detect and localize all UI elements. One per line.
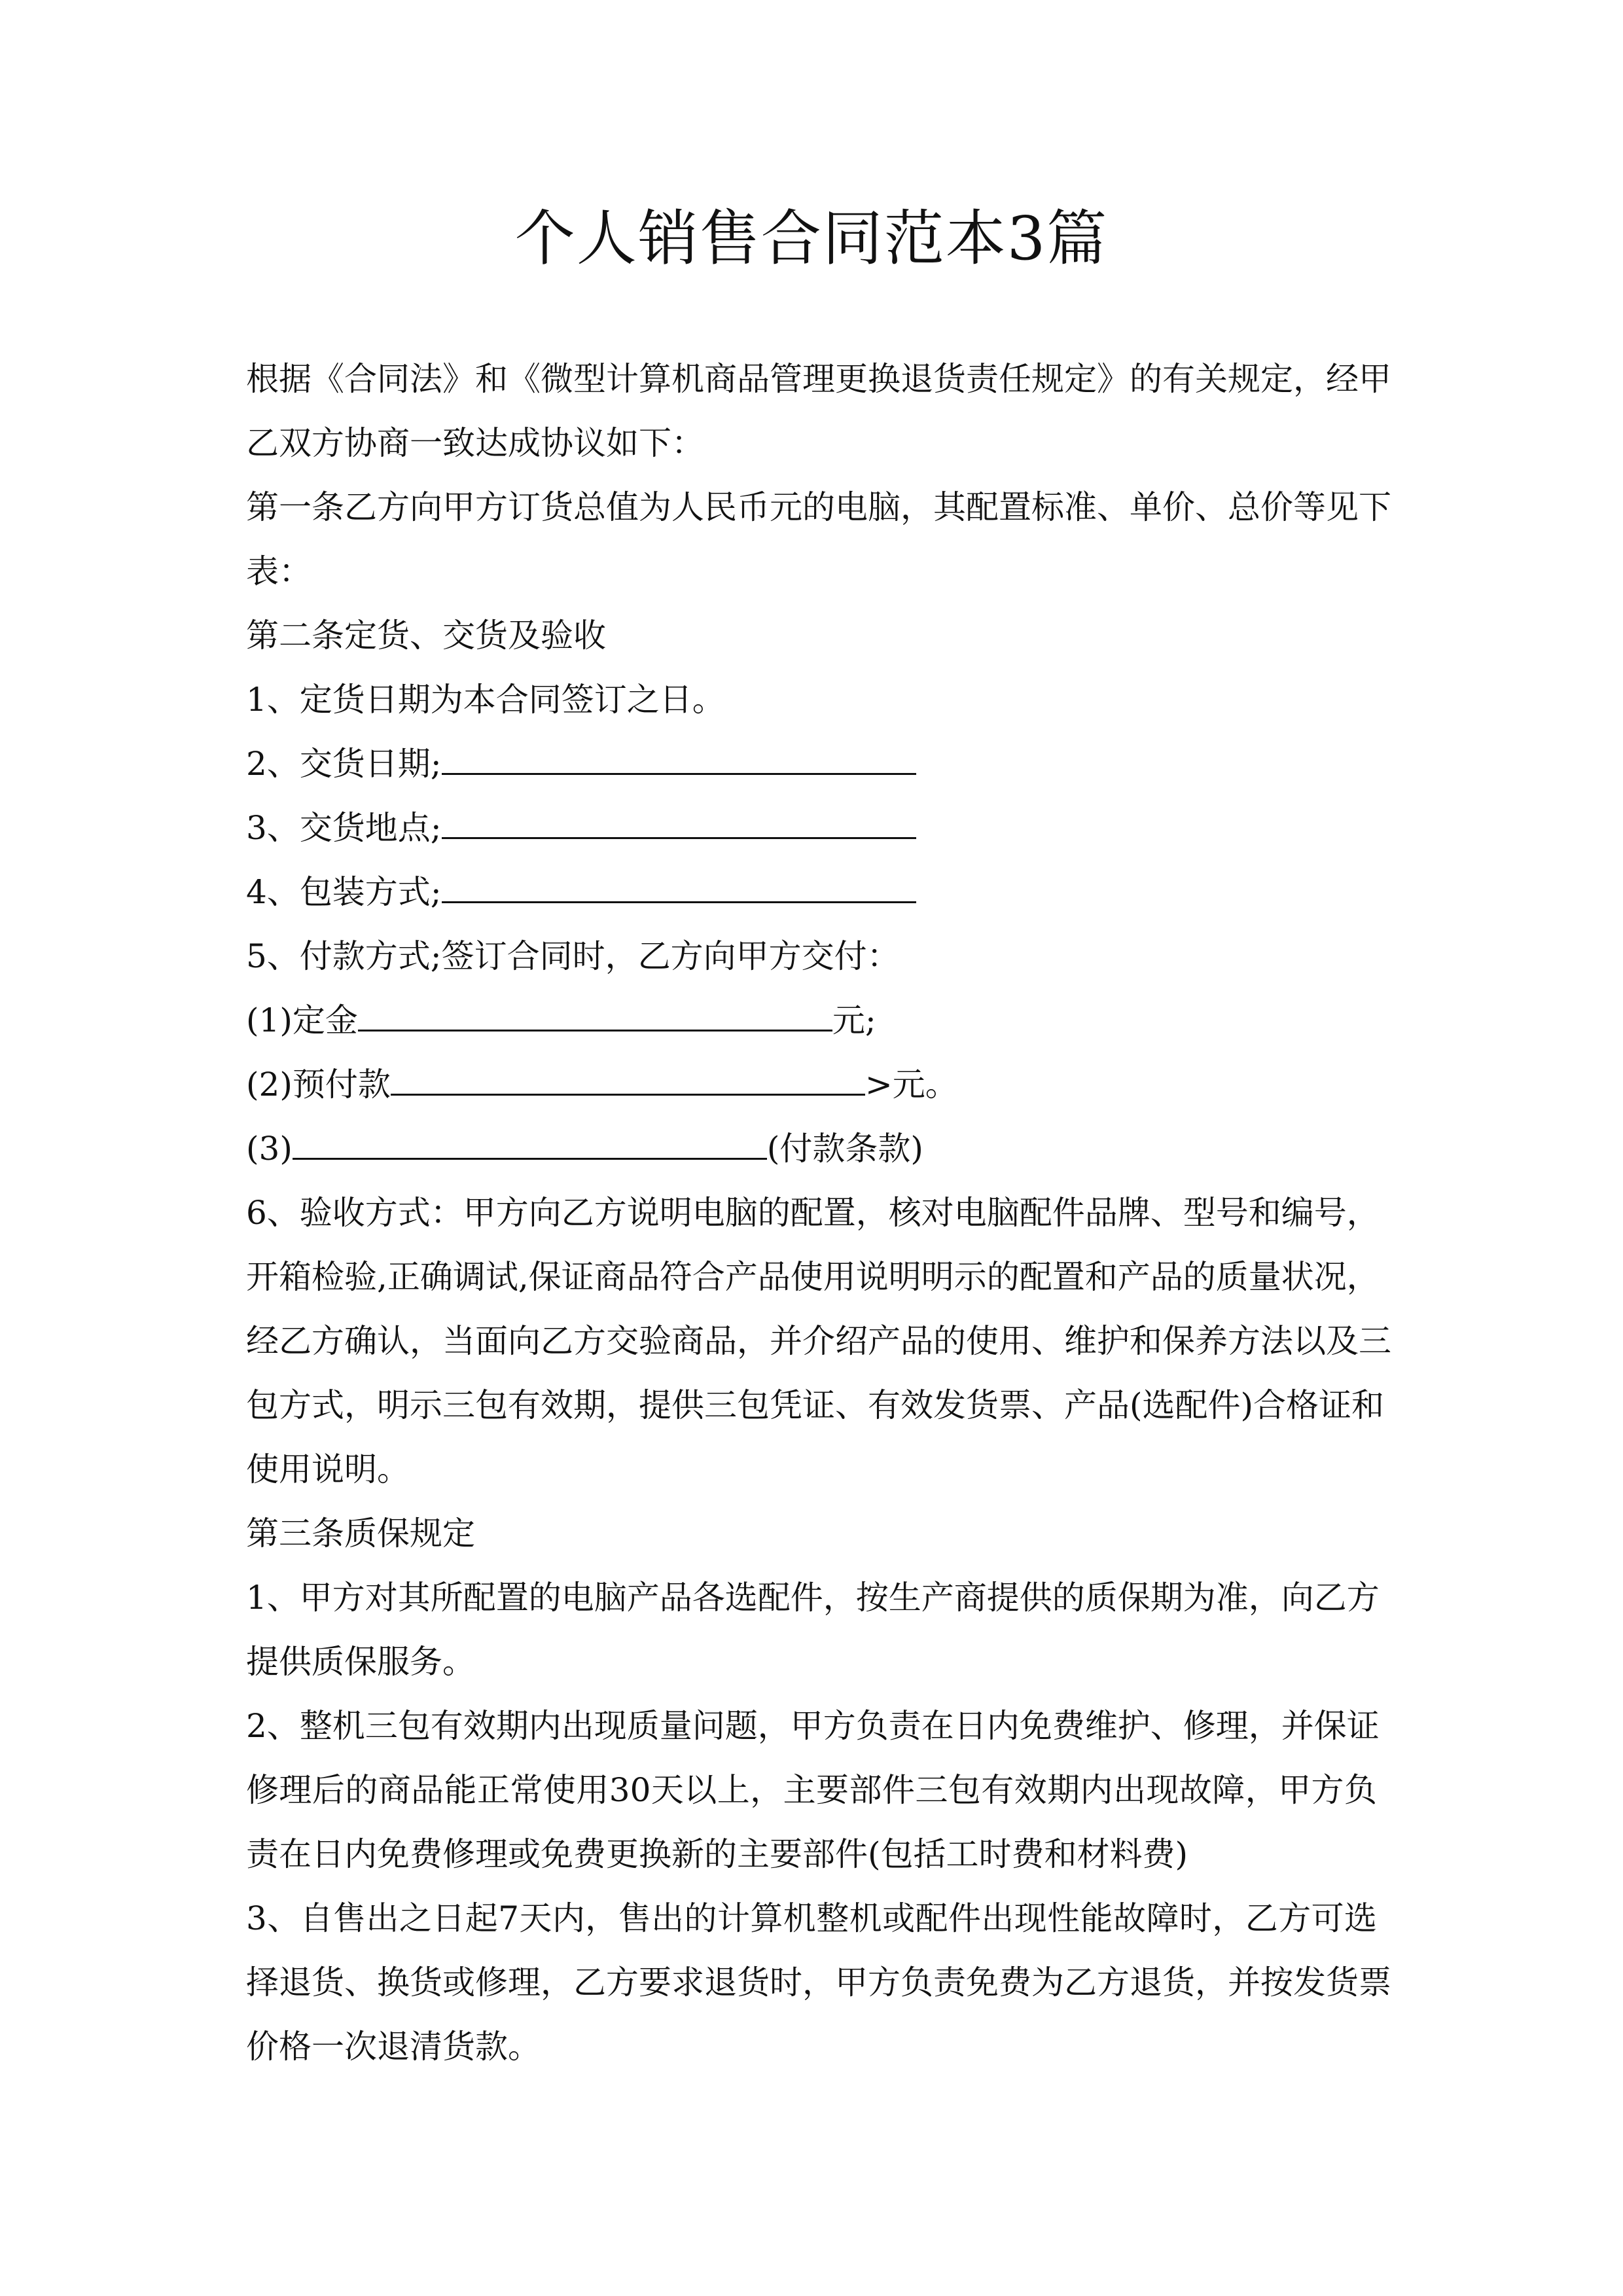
packaging-label: 4、包装方式; <box>246 873 442 911</box>
paragraph-line: 使用说明。 <box>246 1450 410 1488</box>
terms-label: (3) <box>246 1130 293 1168</box>
paragraph-line: 3、自售出之日起7天内，售出的计算机整机或配件出现性能故障时，乙方可选 <box>246 1899 1377 1937</box>
paragraph-line: 2、整机三包有效期内出现质量问题，甲方负责在日内免费维护、修理，并保证 <box>246 1707 1380 1745</box>
paragraph-line: 开箱检验,正确调试,保证商品符合产品使用说明明示的配置和产品的质量状况， <box>246 1258 1380 1296</box>
paragraph-line: 根据《合同法》和《微型计算机商品管理更换退货责任规定》的有关规定，经甲 <box>246 360 1391 398</box>
paragraph-line: 第一条乙方向甲方订货总值为人民币元的电脑，其配置标准、单价、总价等见下 <box>246 488 1391 526</box>
delivery-date-label: 2、交货日期; <box>246 745 442 783</box>
deposit-unit: 元; <box>832 1001 876 1039</box>
packaging-line <box>246 860 1377 924</box>
prepay-blank <box>391 1057 865 1096</box>
terms-suffix: (付款条款) <box>766 1130 923 1168</box>
paragraph-line: 价格一次退清货款。 <box>246 2028 541 2066</box>
paragraph-line: 乙双方协商一致达成协议如下： <box>246 424 704 462</box>
terms-line <box>246 1117 1377 1181</box>
deposit-label: (1)定金 <box>246 1001 358 1039</box>
paragraph-line: 择退货、换货或修理，乙方要求退货时，甲方负责免费为乙方退货，并按发货票 <box>246 1964 1391 2001</box>
deposit-blank <box>358 993 832 1031</box>
prepay-unit: >元。 <box>865 1066 958 1103</box>
packaging-blank <box>442 865 916 903</box>
paragraph-line: 提供质保服务。 <box>246 1643 475 1681</box>
paragraph-line: 经乙方确认，当面向乙方交验商品，并介绍产品的使用、维护和保养方法以及三 <box>246 1322 1391 1360</box>
section-heading: 第三条质保规定 <box>246 1515 475 1552</box>
delivery-date-blank <box>442 736 916 775</box>
page-title: 个人销售合同范本3篇 <box>514 204 1109 274</box>
section-heading: 第二条定货、交货及验收 <box>246 617 606 655</box>
contract-body <box>246 347 1391 2079</box>
deposit-line <box>246 988 1377 1052</box>
paragraph-line: 1、定货日期为本合同签订之日。 <box>246 681 725 719</box>
payment-line: 5、付款方式;签订合同时，乙方向甲方交付： <box>246 937 900 975</box>
paragraph-line: 修理后的商品能正常使用30天以上，主要部件三包有效期内出现故障，甲方负 <box>246 1771 1377 1809</box>
paragraph-line: 1、甲方对其所配置的电脑产品各选配件，按生产商提供的质保期为准，向乙方 <box>246 1579 1380 1617</box>
delivery-date-line <box>246 732 1377 796</box>
delivery-place-blank <box>442 800 916 839</box>
prepay-label: (2)预付款 <box>246 1066 391 1103</box>
paragraph-line: 表： <box>246 552 312 590</box>
delivery-place-label: 3、交货地点; <box>246 809 442 847</box>
paragraph-line: 6、验收方式：甲方向乙方说明电脑的配置，核对电脑配件品牌、型号和编号， <box>246 1194 1380 1232</box>
prepay-line <box>246 1052 1377 1117</box>
terms-blank <box>293 1121 767 1160</box>
paragraph-line: 责在日内免费修理或免费更换新的主要部件(包括工时费和材料费) <box>246 1835 1188 1873</box>
delivery-place-line <box>246 796 1377 860</box>
paragraph-line: 包方式，明示三包有效期，提供三包凭证、有效发货票、产品(选配件)合格证和 <box>246 1386 1385 1424</box>
